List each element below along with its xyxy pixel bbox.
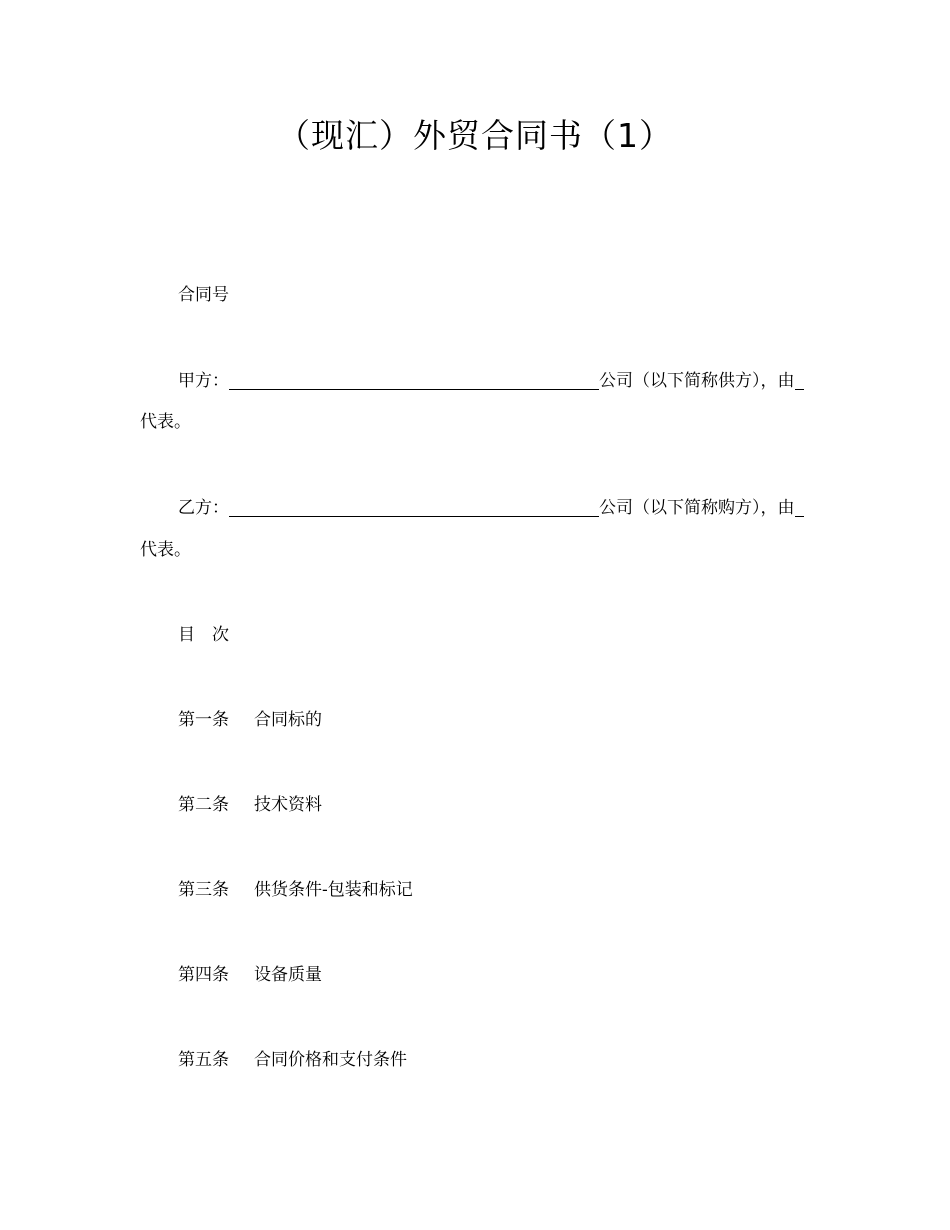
party-a-continuation: 代表。 [140, 412, 191, 432]
toc-article-number: 第二条 [178, 795, 229, 815]
toc-article-title: 合同标的 [254, 710, 322, 730]
toc-article-number: 第一条 [178, 710, 229, 730]
party-a-label: 甲方： [178, 371, 229, 391]
party-b-label: 乙方： [178, 498, 229, 518]
toc-heading [178, 623, 229, 647]
party-a-suffix: 公司（以下简称供方），由 [599, 371, 795, 391]
toc-article-2 [178, 793, 322, 817]
toc-article-number: 第五条 [178, 1050, 229, 1070]
party-a-line [178, 369, 804, 393]
toc-article-title: 合同价格和支付条件 [254, 1050, 407, 1070]
toc-article-5 [178, 1048, 407, 1072]
party-b-suffix: 公司（以下简称购方），由 [599, 498, 795, 518]
contract-number-label: 合同号 [178, 285, 229, 305]
toc-article-number: 第三条 [178, 880, 229, 900]
party-a-rep-blank [795, 371, 804, 390]
document-title: （现汇）外贸合同书（1） [277, 116, 673, 155]
party-b-name-blank [229, 498, 599, 517]
party-a-name-blank [229, 371, 599, 390]
toc-article-1 [178, 708, 322, 732]
party-b-line [178, 496, 804, 520]
party-b-rep-blank [795, 498, 804, 517]
toc-heading-char2: 次 [212, 625, 229, 645]
toc-article-title: 设备质量 [254, 965, 322, 985]
toc-article-title: 技术资料 [254, 795, 322, 815]
toc-heading-char1: 目 [178, 625, 195, 645]
toc-article-number: 第四条 [178, 965, 229, 985]
toc-article-3 [178, 878, 413, 902]
toc-article-4 [178, 963, 322, 987]
toc-article-title: 供货条件-包装和标记 [254, 880, 413, 900]
party-b-continuation: 代表。 [140, 540, 191, 560]
